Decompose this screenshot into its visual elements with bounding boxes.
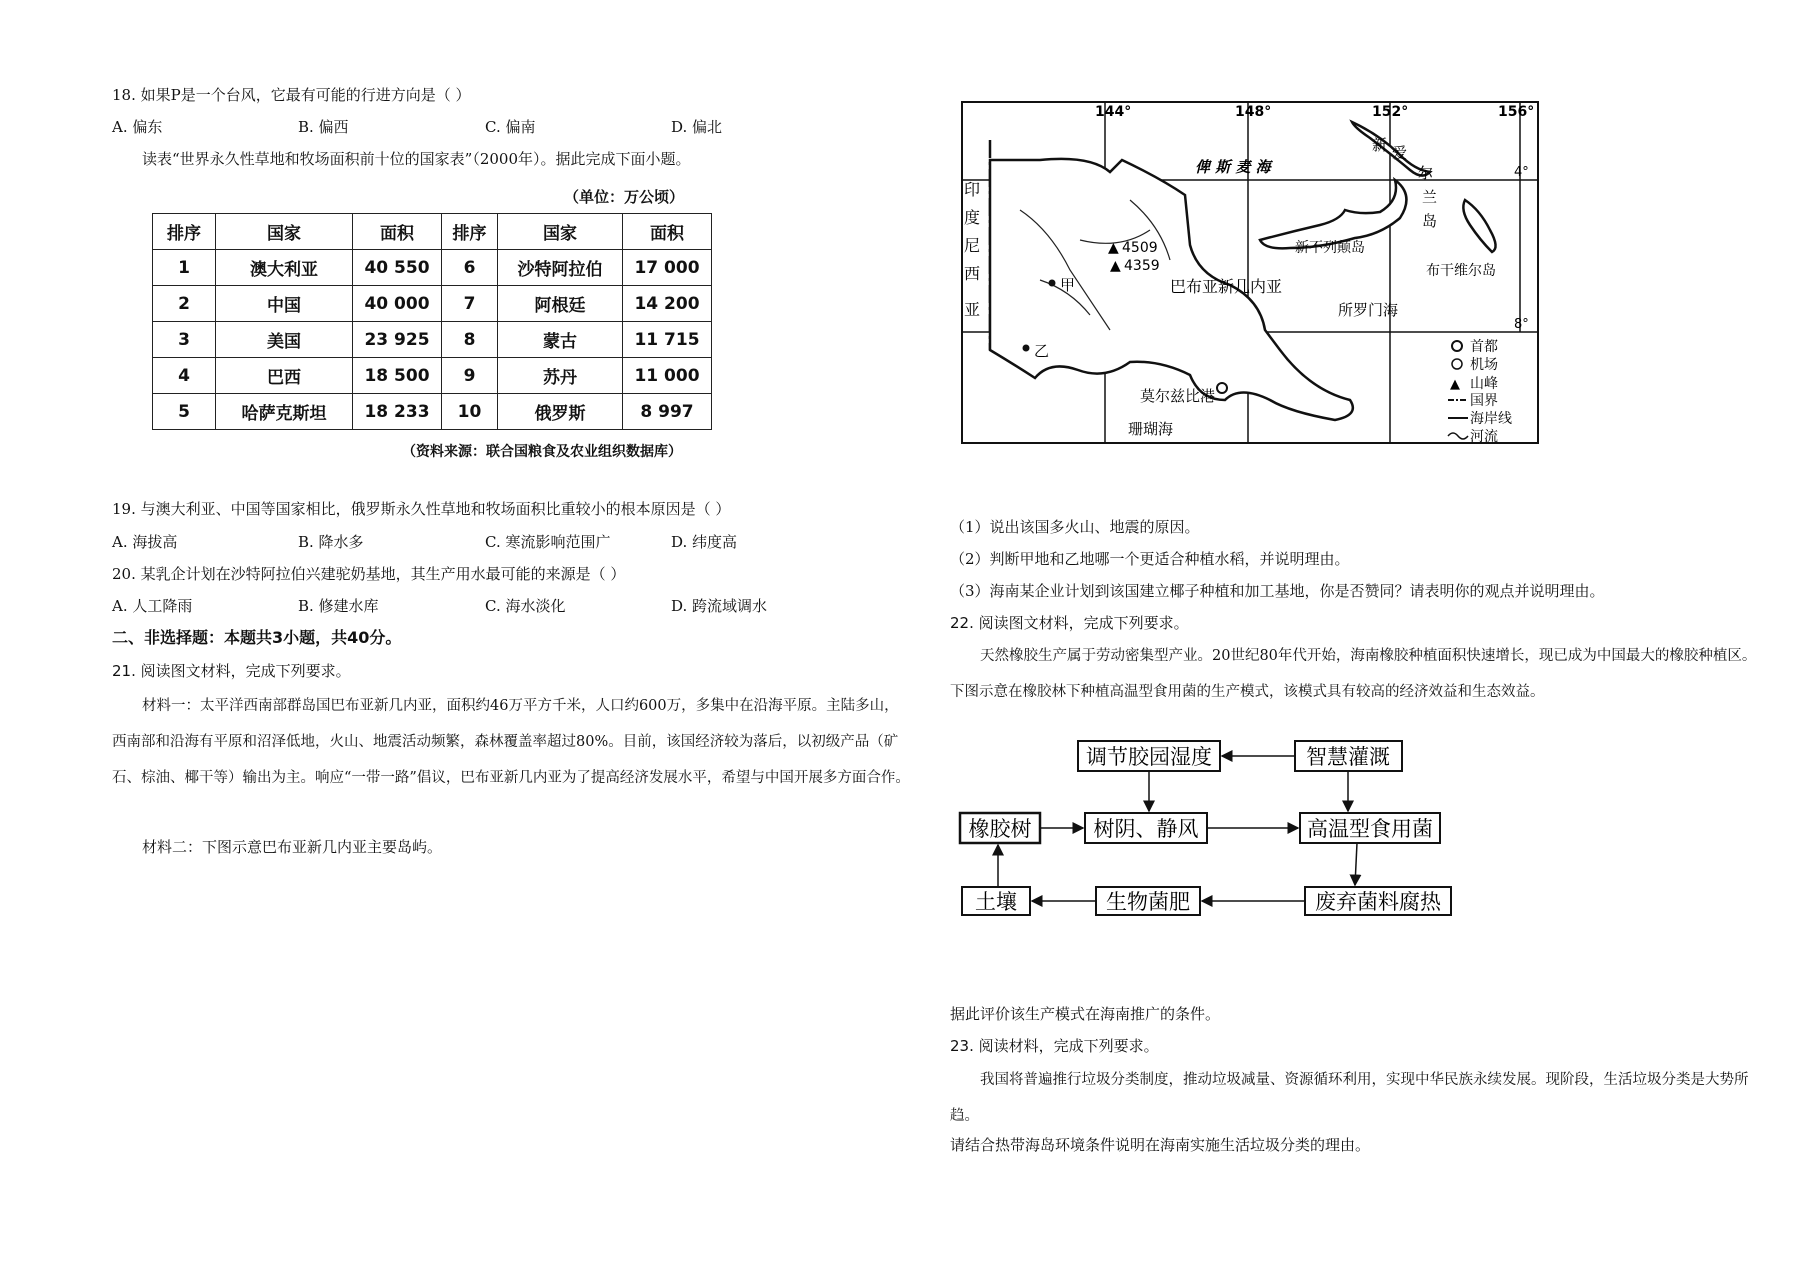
q19-stem: 19. 与澳大利亚、中国等国家相比，俄罗斯永久性草地和牧场面积比重较小的根本原因是（ ） xyxy=(112,500,731,518)
peak-elevation: 4509 xyxy=(1122,240,1158,256)
table-header-row xyxy=(153,214,712,250)
peak-icon: ▲ xyxy=(1110,258,1121,274)
table-row xyxy=(153,322,712,358)
yi-label: 乙 xyxy=(1034,342,1050,360)
legend-label: 山峰 xyxy=(1470,376,1498,392)
cell: 巴西 xyxy=(216,358,353,394)
new-ireland-char: 尔 xyxy=(1418,164,1434,182)
cell: 23 925 xyxy=(353,322,442,358)
flow-box-label: 调节胶园湿度 xyxy=(1086,745,1212,769)
new-britain-label: 新不列颠岛 xyxy=(1295,240,1365,256)
new-ireland-char: 爱 xyxy=(1392,144,1408,162)
q19-option-a: A. 海拔高 xyxy=(112,533,178,551)
header-cell: 排序 xyxy=(442,214,498,250)
jia-label: 甲 xyxy=(1060,276,1076,294)
table-intro: 读表“世界永久性草地和牧场面积前十位的国家表”（2000年）。据此完成下面小题。 xyxy=(142,150,691,168)
cell: 11 715 xyxy=(623,322,712,358)
png-map xyxy=(960,100,1540,445)
table-row xyxy=(153,358,712,394)
solomon-sea-label: 所罗门海 xyxy=(1338,301,1399,319)
cell: 沙特阿拉伯 xyxy=(498,250,623,286)
png-label: 巴布亚新几内亚 xyxy=(1170,277,1283,296)
new-ireland-char: 兰 xyxy=(1422,188,1438,206)
table-row xyxy=(153,394,712,430)
rubber-flow-diagram xyxy=(955,735,1475,925)
peak-icon: ▲ xyxy=(1450,377,1460,392)
legend-label: 首都 xyxy=(1470,339,1498,355)
cell: 14 200 xyxy=(623,286,712,322)
flow-arrow xyxy=(1355,843,1357,885)
cell: 阿根廷 xyxy=(498,286,623,322)
q18-option-b: B. 偏西 xyxy=(298,118,349,136)
q23-title: 23. 阅读材料，完成下列要求。 xyxy=(950,1037,1159,1055)
cell: 5 xyxy=(153,394,216,430)
q21-subquestion-3: （3）海南某企业计划到该国建立椰子种植和加工基地，你是否赞同？请表明你的观点并说明理由。 xyxy=(950,582,1605,600)
cell: 3 xyxy=(153,322,216,358)
flow-box-label: 生物菌肥 xyxy=(1106,890,1190,914)
cell: 18 233 xyxy=(353,394,442,430)
cell: 7 xyxy=(442,286,498,322)
coral-sea-label: 珊瑚海 xyxy=(1128,420,1174,438)
q21-subquestion-1: （1）说出该国多火山、地震的原因。 xyxy=(950,518,1200,536)
lon-label: 144° xyxy=(1095,104,1132,120)
header-cell: 面积 xyxy=(623,214,712,250)
flow-box-label: 树阴、静风 xyxy=(1093,817,1199,841)
cell: 蒙古 xyxy=(498,322,623,358)
cell: 中国 xyxy=(216,286,353,322)
table-row xyxy=(153,286,712,322)
flow-box-label: 智慧灌溉 xyxy=(1306,745,1390,769)
q20-option-d: D. 跨流域调水 xyxy=(671,597,768,615)
header-cell: 国家 xyxy=(216,214,353,250)
q20-option-b: B. 修建水库 xyxy=(298,597,379,615)
header-cell: 面积 xyxy=(353,214,442,250)
peak-elevation: 4359 xyxy=(1124,258,1160,274)
q21-subquestion-2: （2）判断甲地和乙地哪一个更适合种植水稻，并说明理由。 xyxy=(950,550,1350,568)
cell: 4 xyxy=(153,358,216,394)
lon-label: 148° xyxy=(1235,104,1272,120)
new-ireland-char: 新 xyxy=(1372,136,1388,154)
q21-material-1: 材料一：太平洋西南部群岛国巴布亚新几内亚，面积约46万平方千米，人口约600万，多集中在沿海平原。主陆多山，西南部和沿海有平原和沼泽低地，火山、地震活动频繁，森林覆盖率超过80%。目前，该国经济较为落后，以初级产品（矿石、棕油、椰干等）输出为主。响应“一带一路”倡议，巴布亚新几内亚为了提高经济发展水平，希望与中国开展多方面合作。 xyxy=(112,698,910,786)
q23-task: 请结合热带海岛环境条件说明在海南实施生活垃圾分类的理由。 xyxy=(950,1136,1371,1154)
grassland-table xyxy=(152,213,712,430)
lon-label: 156° xyxy=(1498,104,1535,120)
legend-label: 机场 xyxy=(1470,357,1498,373)
q18-option-d: D. 偏北 xyxy=(671,118,723,136)
lat-label: 8° xyxy=(1514,317,1529,332)
q19-option-c: C. 寒流影响范围广 xyxy=(485,533,611,551)
indonesia-char: 亚 xyxy=(964,300,981,319)
table-source: （资料来源：联合国粮食及农业组织数据库） xyxy=(402,444,682,460)
cell: 哈萨克斯坦 xyxy=(216,394,353,430)
cell: 18 500 xyxy=(353,358,442,394)
lon-label: 152° xyxy=(1372,104,1409,120)
cell: 俄罗斯 xyxy=(498,394,623,430)
lat-label: 4° xyxy=(1514,165,1529,180)
jia-dot xyxy=(1049,280,1056,287)
table-unit: （单位：万公顷） xyxy=(564,188,685,206)
cell: 澳大利亚 xyxy=(216,250,353,286)
airport-icon xyxy=(1452,359,1462,369)
new-ireland-char: 岛 xyxy=(1422,212,1438,230)
legend-label: 海岸线 xyxy=(1470,411,1512,427)
section-heading: 二、非选择题：本题共3小题，共40分。 xyxy=(112,628,402,647)
cell: 美国 xyxy=(216,322,353,358)
q22-material: 天然橡胶生产属于劳动密集型产业。20世纪80年代开始，海南橡胶种植面积快速增长，现已成为中国最大的橡胶种植区。下图示意在橡胶林下种植高温型食用菌的生产模式，该模式具有较高的经济效益和生态效益。 xyxy=(950,648,1757,700)
port-moresby-label: 莫尔兹比港 xyxy=(1140,387,1216,405)
cell: 6 xyxy=(442,250,498,286)
table-row xyxy=(153,250,712,286)
header-cell: 排序 xyxy=(153,214,216,250)
indonesia-char: 印 xyxy=(964,180,981,199)
legend-label: 河流 xyxy=(1470,429,1498,445)
cell: 8 997 xyxy=(623,394,712,430)
cell: 9 xyxy=(442,358,498,394)
cell: 8 xyxy=(442,322,498,358)
q20-option-c: C. 海水淡化 xyxy=(485,597,566,615)
q20-stem: 20. 某乳企计划在沙特阿拉伯兴建驼奶基地，其生产用水最可能的来源是（ ） xyxy=(112,565,626,583)
yi-dot xyxy=(1023,345,1030,352)
legend-label: 国界 xyxy=(1470,393,1498,409)
bougainville-label: 布干维尔岛 xyxy=(1426,263,1496,279)
q18-stem: 18. 如果P是一个台风，它最有可能的行进方向是（ ） xyxy=(112,86,471,104)
flow-box-label: 高温型食用菌 xyxy=(1307,817,1433,841)
q22-title: 22. 阅读图文材料，完成下列要求。 xyxy=(950,614,1189,632)
capital-icon xyxy=(1452,341,1462,351)
q19-option-b: B. 降水多 xyxy=(298,533,364,551)
indonesia-char: 度 xyxy=(964,208,981,227)
q18-option-c: C. 偏南 xyxy=(485,118,536,136)
q22-task: 据此评价该生产模式在海南推广的条件。 xyxy=(950,1005,1221,1023)
cell: 2 xyxy=(153,286,216,322)
bismarck-sea-label: 俾 斯 麦 海 xyxy=(1195,158,1271,176)
q21-title: 21. 阅读图文材料，完成下列要求。 xyxy=(112,662,351,680)
peak-icon: ▲ xyxy=(1108,240,1119,256)
cell: 17 000 xyxy=(623,250,712,286)
cell: 11 000 xyxy=(623,358,712,394)
q18-option-a: A. 偏东 xyxy=(112,118,163,136)
flow-box-label: 橡胶树 xyxy=(968,817,1032,841)
q20-option-a: A. 人工降雨 xyxy=(112,597,193,615)
cell: 苏丹 xyxy=(498,358,623,394)
indonesia-char: 西 xyxy=(964,264,981,283)
q21-material-2: 材料二：下图示意巴布亚新几内亚主要岛屿。 xyxy=(142,838,443,856)
cell: 40 000 xyxy=(353,286,442,322)
header-cell: 国家 xyxy=(498,214,623,250)
flow-box-label: 废弃菌料腐热 xyxy=(1315,890,1441,914)
cell: 10 xyxy=(442,394,498,430)
q23-material: 我国将普遍推行垃圾分类制度，推动垃圾减量、资源循环利用，实现中华民族永续发展。现阶段，生活垃圾分类是大势所趋。 xyxy=(950,1072,1749,1124)
flow-box-label: 土壤 xyxy=(975,890,1017,914)
q19-option-d: D. 纬度高 xyxy=(671,533,738,551)
cell: 40 550 xyxy=(353,250,442,286)
capital-icon xyxy=(1217,383,1227,393)
cell: 1 xyxy=(153,250,216,286)
indonesia-char: 尼 xyxy=(964,236,981,255)
